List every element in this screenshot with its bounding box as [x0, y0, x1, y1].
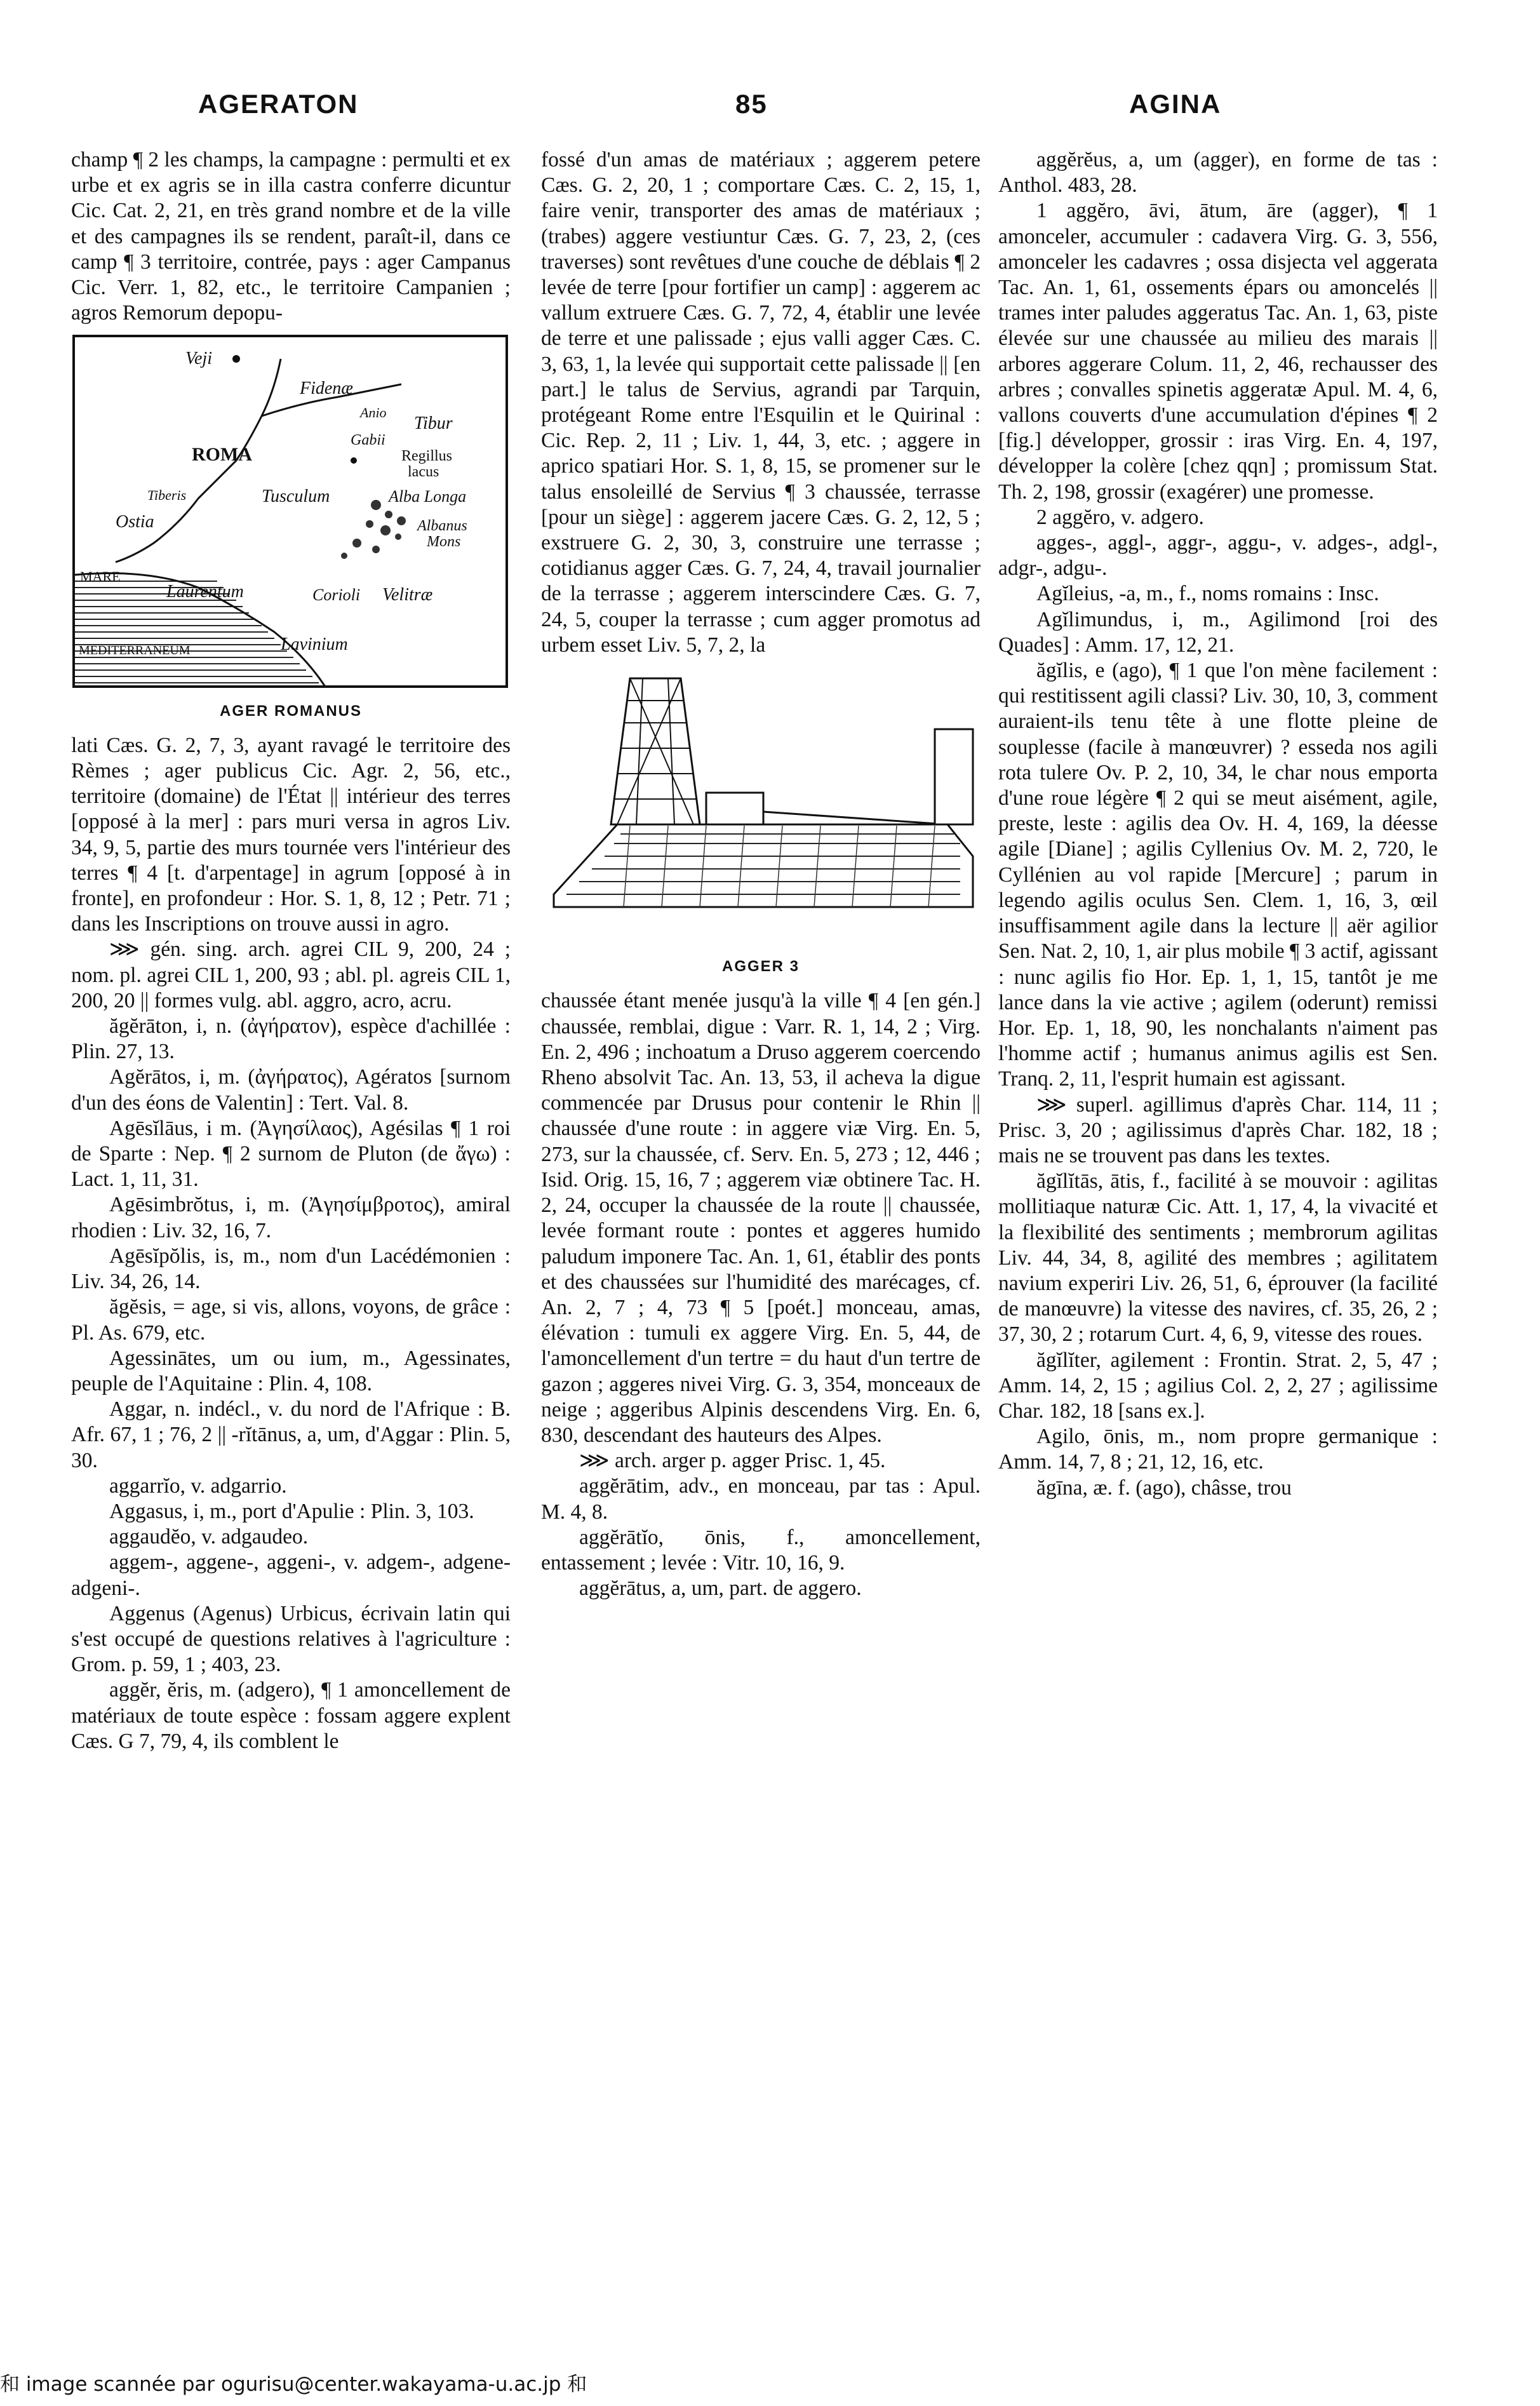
agger-illustration — [541, 666, 981, 979]
entry-agessinates: Agessinātes, um ou ium, m., Agessinates, peuple de l'Aquitaine : Plin. 4, 108. — [71, 1346, 511, 1395]
entry-ageraton: ăgĕrāton, i, n. (ἀγήρατον), espèce d'achillée : Plin. 27, 13. — [71, 1014, 511, 1064]
entry-aggeratim: aggĕrātim, adv., en monceau, par tas : Apul. M. 4, 8. — [541, 1474, 981, 1524]
entry-aggero-1: 1 aggĕro, āvi, ātum, āre (agger), ¶ 1 amonceler, accumuler : cadavera Virg. G. 3, 556, amonceler les cadavres ; ossa disjecta vel aggerata Tac. An. 1, 61, ossements épars ou amoncelés || trames inter paludes aggeratus Tac. An. 1, 63, piste élevée sur une chaussée au milieu des marais || arbores aggerare Colum. 11, 2, 46, rechausser des arbres ; convalles spinetis aggeratæ Apul. M. 4, 6, vallons couverts d'une accumulation d'épines ¶ 2 [fig.] développer, grossir : iras Virg. En. 4, 197, développer la colère [chez qqn] ; promissum Stat. Th. 2, 198, grossir (exagérer) une promesse. — [998, 199, 1438, 504]
entry-aggarrio: aggarrĭo, v. adgarrio. — [109, 1474, 287, 1498]
scan-credit: 和 image scannée par ogurisu@center.wakayama-u.ac.jp 和 — [0, 2373, 587, 2396]
page-number: 85 — [735, 89, 768, 119]
entry-aggereus: aggĕrĕus, a, um (agger), en forme de tas : Anthol. 483, 28. — [998, 148, 1438, 198]
note-ager-forms: ⋙ gén. sing. arch. agrei CIL 9, 200, 24 ; nom. pl. agrei CIL 1, 200, 93 ; abl. pl. agreis CIL 1, 200, 20 || formes vulg. abl. aggro, acro, acru. — [71, 938, 511, 1012]
figure-caption: AGGER 3 — [721, 958, 800, 976]
map-label-tibur: Tibur — [414, 413, 453, 434]
entry-agileius: Agĭleius, -a, m., f., noms romains : Insc. — [1036, 582, 1379, 606]
entry-agiliter: ăgĭlĭter, agilement : Frontin. Strat. 2, 5, 47 ; Amm. 14, 2, 15 ; agilius Col. 2, 2, 27 ; agilissime Char. 182, 18 [sans ex.]. — [998, 1348, 1438, 1423]
entry-agesimbrotus: Agēsimbrŏtus, i, m. (Ἀγησίμβροτος), amiral rhodien : Liv. 32, 16, 7. — [71, 1193, 511, 1242]
map-label-roma: ROMA — [192, 444, 252, 466]
map-label-regillus: Regillus — [401, 448, 453, 465]
map-caption: AGER ROMANUS — [219, 702, 362, 720]
entry-agger: aggĕr, ĕris, m. (adgero), ¶ 1 amoncellement de matériaux de toute espèce : fossam aggere explent Cæs. G 7, 79, 4, ils comblent le — [71, 1678, 511, 1753]
entry-ageratos: Agĕrātos, i, m. (ἀγήρατος), Agératos [surnom d'un des éons de Valentin] : Tert. Val. 8. — [71, 1065, 511, 1115]
column-1 — [71, 147, 511, 1754]
entry-aggeratio: aggĕrātĭo, ōnis, f., amoncellement, entassement ; levée : Vitr. 10, 16, 9. — [541, 1525, 981, 1575]
map-label-albanus: Albanus — [417, 518, 467, 535]
entry-agina: ăgīna, æ. f. (ago), châsse, trou — [1036, 1475, 1292, 1500]
map-label-lacus: lacus — [408, 464, 439, 481]
map-label-laurentum: Laurentum — [166, 582, 244, 602]
entry-aggero-2: 2 aggĕro, v. adgero. — [1036, 505, 1204, 529]
entry-aggaudeo: aggaudĕo, v. adgaudeo. — [109, 1525, 309, 1549]
map-label-veji: Veji — [185, 349, 212, 369]
ager-romanus-map — [71, 333, 511, 723]
entry-ager-continued: champ ¶ 2 les champs, la campagne : permulti et ex urbe et ex agris se in illa castra conferre dicuntur Cic. Cat. 2, 21, en très grand nombre et de la ville et des campagnes ils se rendent, paraît-il, dans ce camp ¶ 3 territoire, contrée, pays : ager Campanus Cic. Verr. 1, 82, etc., le territoire Campanien ; agros Remorum depopu- — [71, 148, 511, 325]
map-label-ostia: Ostia — [116, 512, 154, 532]
entry-agger-continued-2: chaussée étant menée jusqu'à la ville ¶ 4 [en gén.] chaussée, remblai, digue : Varr. R. 1, 14, 2 ; Virg. En. 2, 496 ; inchoatum a Druso aggerem coercendo Rheno absolvit Tac. An. 13, 53, il acheva la digue commencée par Drusus pour contenir le Rhin || chaussée d'une route : in aggere viæ Virg. En. 5, 273, sur la chaussée, cf. Serv. En. 5, 273 ; 12, 446 ; Isid. Orig. 15, 16, 7 ; aggerem viæ obtinere Tac. H. 2, 24, occuper la chaussée de la route || chaussée, levée formant route : pontes et aggeres humido paludum imponere Tac. An. 1, 61, établir des ponts et des chaussées sur l'humidité des marécages, cf. An. 2, 7 ; 4, 73 ¶ 5 [poét.] monceau, amas, élévation : tumuli ex aggere Virg. En. 5, 44, de l'amoncellement d'un tertre = du haut d'un tertre de gazon ; aggeres nivei Virg. G. 3, 354, monceaux de neige ; aggeribus Alpinis descendens Virg. En. 6, 830, descendant des hauteurs des Alpes. — [541, 989, 981, 1447]
map-label-mare: MARE — [80, 568, 121, 585]
map-label-velitrae: Velitræ — [382, 585, 433, 605]
map-label-lavinium: Lavinium — [281, 635, 348, 655]
map-label-mons: Mons — [427, 534, 461, 551]
map-label-gabii: Gabii — [351, 432, 385, 449]
entry-agger-continued: fossé d'un amas de matériaux ; aggerem petere Cæs. G. 2, 20, 1 ; comportare Cæs. C. 2, 15, 1, faire venir, transporter des amas de matériaux ; (trabes) aggere vestiuntur Cæs. G. 7, 23, 2, (ces traverses) sont revêtues d'une couche de déblais ¶ 2 levée de terre [pour fortifier un camp] : aggerem ac vallum extruere Cæs. G. 7, 72, 4, établir une levée de terre et une palissade ; ejus valli agger Cæs. C. 3, 63, 1, la levée qui supportait cette palissade || [en part.] le talus de Servius, agrandi par Tarquin, protégeant Rome entre l'Esquilin et le Quirinal : Cic. Rep. 2, 11 ; Liv. 1, 44, 3, etc. ; aggere in aprico spatiari Hor. S. 1, 8, 15, se promener sur le talus ensoleillé de Servius ¶ 3 chaussée, terrasse [pour un siège] : aggerem jacere Cæs. G. 2, 12, 5 ; exstruere G. 2, 30, 3, construire une terrasse ; cotidianus agger Cæs. G. 7, 24, 4, travail journalier de la terrasse ; aggerem interscindere Cæs. G. 7, 24, 5, couper la terrasse ; cum agger promotus ad urbem esset Liv. 5, 7, 2, la — [541, 148, 981, 657]
entry-agilo: Agilo, ōnis, m., nom propre germanique : Amm. 14, 7, 8 ; 21, 12, 16, etc. — [998, 1425, 1438, 1474]
entry-agesipolis: Agēsĭpŏlis, is, m., nom d'un Lacédémonien : Liv. 34, 26, 14. — [71, 1244, 511, 1294]
entry-aggasus: Aggasus, i, m., port d'Apulie : Plin. 3, 103. — [109, 1499, 474, 1523]
note-agilis-superl: ⋙ superl. agillimus d'après Char. 114, 11 ; Prisc. 3, 20 ; agilissimus d'après Char. 182, 18 ; mais ne se trouvent pas dans les textes. — [998, 1092, 1438, 1167]
entry-ager-continued-2: lati Cæs. G. 2, 7, 3, ayant ravagé le territoire des Rèmes ; ager publicus Cic. Agr. 2, 56, etc., territoire (domaine) de l'État || intérieur des terres [opposé à la mer] : pars muri versa in agros Liv. 34, 9, 5, partie des murs tournée vers l'intérieur des terres ¶ 4 [t. d'arpentage] in agrum [opposé à in fronte], en profondeur : Hor. S. 1, 8, 12 ; Petr. 71 ; dans les Inscriptions on trouve aussi in agro. — [71, 733, 511, 936]
map-label-fidenae: Fidenæ — [300, 379, 353, 399]
column-3 — [998, 147, 1438, 1501]
entry-aggem: aggem-, aggene-, aggeni-, v. adgem-, adgene- adgeni-. — [71, 1550, 511, 1600]
map-label-tusculum: Tusculum — [262, 487, 330, 507]
map-label-tiberis: Tiberis — [147, 487, 187, 504]
entry-agilis: ăgĭlis, e (ago), ¶ 1 que l'on mène facilement : qui restitissent agili classi? Liv. 30, 10, 3, comment auraient-ils tenu tête à une flotte pleine de souplesse (facile à manœuvrer) ? esseda nos agili rota tulere Ov. P. 2, 10, 34, le char nous emporta d'une roue légère ¶ 2 qui se meut aisément, agile, preste, leste : agilis dea Ov. H. 4, 169, la déesse agile [Diane] ; agilis Cyllenius Ov. M. 2, 720, le Cyllénien au vol rapide [Mercure] ; parum in legendo agilis oculus Sen. Clem. 1, 16, 3, œil insuffisamment agile dans la lecture || aër agilior Sen. Nat. 2, 10, 1, air plus mobile ¶ 3 actif, agissant : nunc agilis fio Hor. Ep. 1, 1, 15, tantôt je me lance dans la vie active ; agilem (oderunt) remissi Hor. Ep. 1, 18, 90, les nonchalants n'aiment pas l'homme actif ; humanus animus agilis est Sen. Tranq. 2, 11, l'esprit humain est agissant. — [998, 659, 1438, 1091]
entry-agesis: ăgĕsis, = age, si vis, allons, voyons, de grâce : Pl. As. 679, etc. — [71, 1295, 511, 1345]
map-figure — [71, 333, 509, 689]
entry-agilimundus: Agĭlimundus, i, m., Agilimond [roi des Quades] : Amm. 17, 12, 21. — [998, 607, 1438, 657]
entry-agges: agges-, aggl-, aggr-, aggu-, v. adges-, adgl-, adgr-, adgu-. — [998, 531, 1438, 581]
map-label-alba-longa: Alba Longa — [389, 487, 467, 506]
map-label-anio: Anio — [360, 405, 387, 421]
entry-agesilaus: Agēsĭlāus, i m. (Ἀγησίλαος), Agésilas ¶ 1 roi de Sparte : Nep. ¶ 2 surnom de Pluton (de ἄγω) : Lact. 1, 11, 31. — [71, 1116, 511, 1192]
entry-aggeratus: aggĕrātus, a, um, part. de aggero. — [579, 1576, 862, 1601]
siege-tower-figure — [541, 666, 979, 945]
entry-agilitas: ăgĭlĭtās, ātis, f., facilité à se mouvoir : agilitas mollitiaque naturæ Cic. Att. 1, 17, 4, la vivacité et la flexibilité des sentiments ; membrorum agilitas Liv. 44, 34, 8, agilité des membres ; agilitatem navium experiri Liv. 26, 51, 6, éprouver (la facilité de manœuvre) la vitesse des navires, cf. 35, 26, 2 ; 37, 30, 2 ; rotarum Curt. 4, 6, 9, vitesse des roues. — [998, 1169, 1438, 1347]
entry-aggar: Aggar, n. indécl., v. du nord de l'Afrique : B. Afr. 67, 1 ; 76, 2 || -rĭtānus, a, um, d'Aggar : Plin. 5, 30. — [71, 1397, 511, 1472]
map-label-mediterraneum: MEDITERRANEUM — [79, 643, 191, 658]
running-head-left: AGERATON — [198, 89, 359, 119]
running-head-right: AGINA — [1129, 89, 1222, 119]
entry-aggenus: Aggenus (Agenus) Urbicus, écrivain latin qui s'est occupé de questions relatives à l'agriculture : Grom. p. 59, 1 ; 403, 23. — [71, 1601, 511, 1677]
column-2 — [541, 147, 981, 1601]
note-agger-arch: ⋙ arch. arger p. agger Prisc. 1, 45. — [579, 1449, 886, 1473]
map-label-corioli: Corioli — [312, 586, 361, 605]
